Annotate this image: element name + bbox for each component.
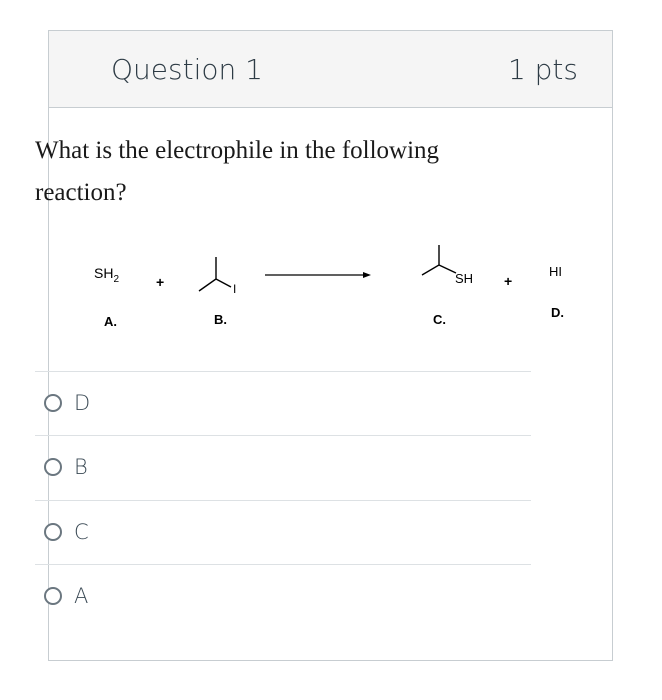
label-d: D. <box>551 305 564 320</box>
question-prompt: What is the electrophile in the following reaction? <box>35 137 440 206</box>
answer-label-a: A <box>74 584 89 608</box>
question-header <box>49 31 612 108</box>
reactant-a <box>94 265 119 285</box>
answer-label-b: B <box>74 455 88 479</box>
product-d: HI <box>549 264 562 279</box>
answer-divider <box>35 435 531 436</box>
plus-sign-1: + <box>156 274 165 290</box>
reactant-a-subscript: 2 <box>113 273 120 285</box>
answer-label-d: D <box>74 391 91 415</box>
answer-divider <box>35 500 531 501</box>
question-title: Question 1 <box>111 53 263 86</box>
plus-sign-2: + <box>504 273 513 289</box>
reactant-b-iodine: I <box>233 282 237 296</box>
product-c-thiol: SH <box>455 271 474 286</box>
answer-option-b[interactable] <box>35 437 531 497</box>
question-points: 1 pts <box>507 53 578 86</box>
answer-option-c[interactable] <box>35 502 531 562</box>
radio-d[interactable] <box>44 394 62 412</box>
label-b: B. <box>214 312 227 327</box>
label-c: C. <box>433 312 446 327</box>
reactant-b-structure <box>195 251 245 297</box>
reactant-a-formula: SH <box>94 265 114 281</box>
label-a: A. <box>104 314 117 329</box>
answer-divider <box>35 371 531 372</box>
answer-option-a[interactable] <box>35 566 531 626</box>
answer-label-c: C <box>74 520 89 544</box>
radio-c[interactable] <box>44 523 62 541</box>
radio-a[interactable] <box>44 587 62 605</box>
answer-divider <box>35 564 531 565</box>
radio-b[interactable] <box>44 458 62 476</box>
answer-option-d[interactable] <box>35 373 531 433</box>
reaction-scheme <box>35 205 564 329</box>
reaction-arrow <box>263 267 373 283</box>
